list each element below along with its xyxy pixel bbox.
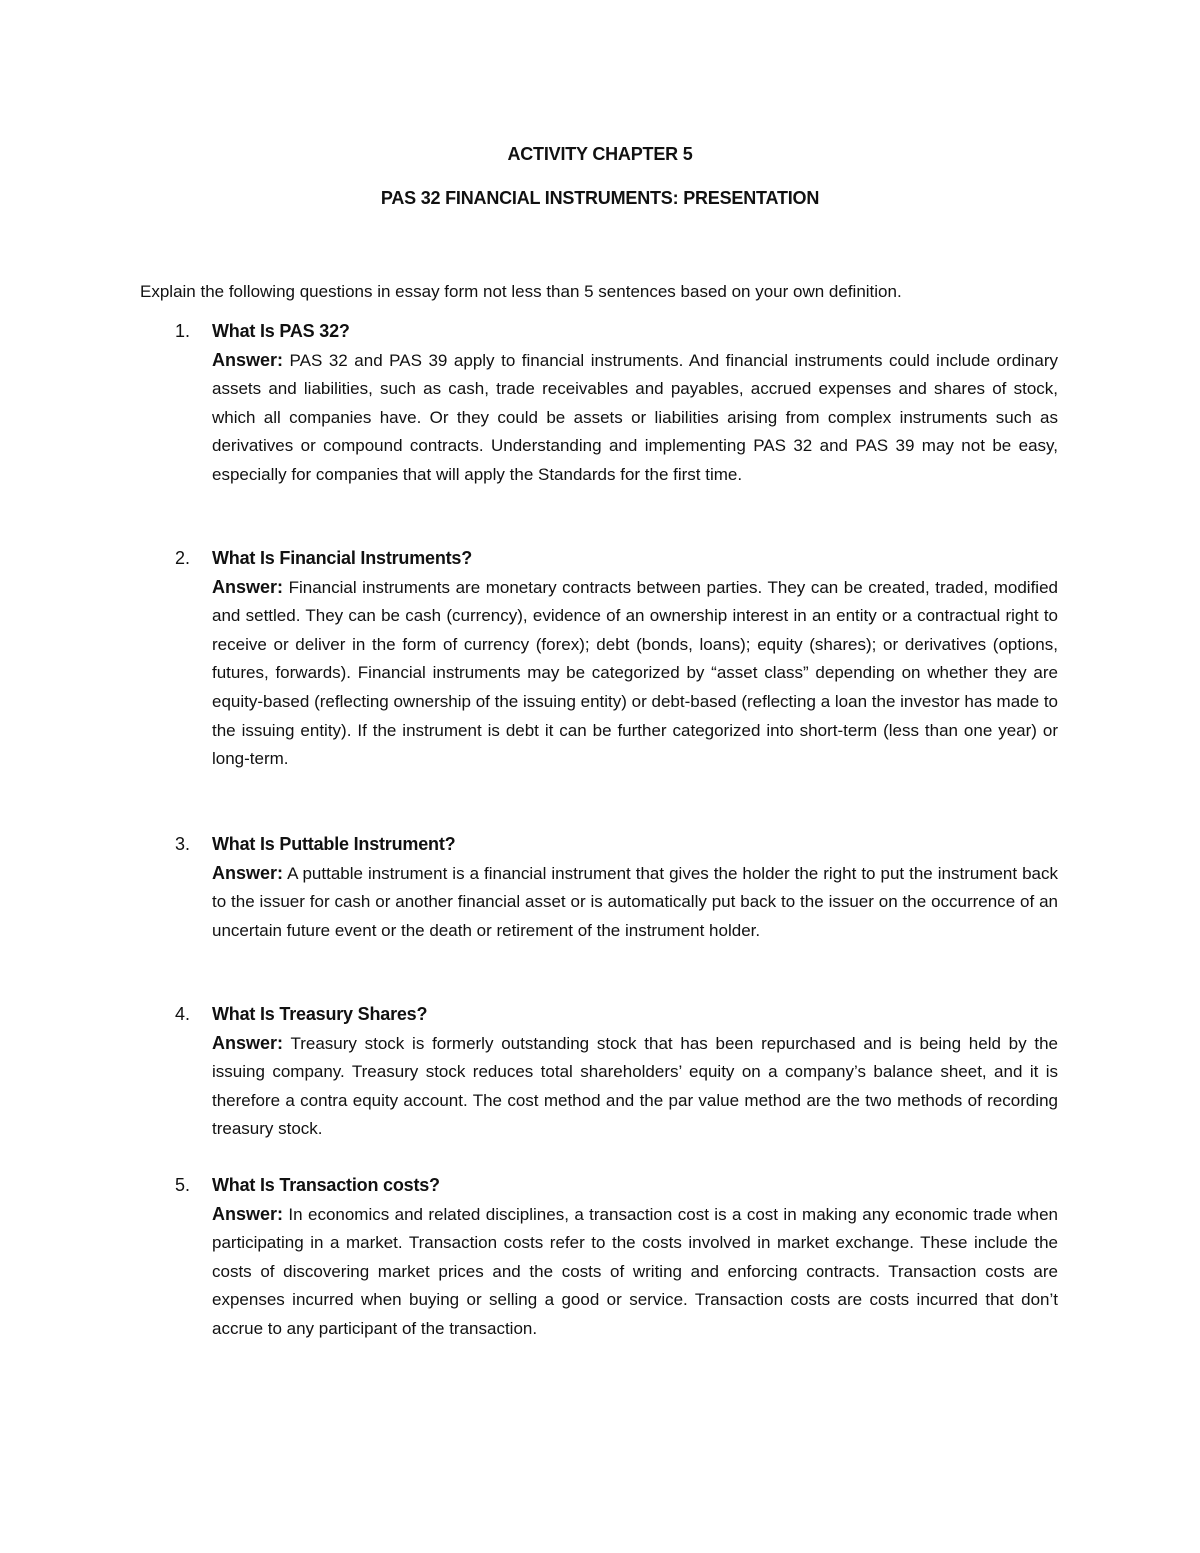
question-item-4 [175,1000,1058,1144]
question-number: 4. [175,1004,191,1024]
answer-text: A puttable instrument is a financial instrument that gives the holder the right to put the instrument back to the issuer for cash or another financial asset or is automatically put back to the issuer on the occurrence of an uncertain future event or the death or retirement of the instrument holder. [212,863,1058,940]
question-number: 2. [175,548,191,568]
question-item-5 [175,1171,1058,1344]
instruction-text: Explain the following questions in essay form not less than 5 sentences based on your own definition. [140,282,902,301]
question-heading: What Is Puttable Instrument? [212,834,456,854]
answer-paragraph [212,346,1058,490]
answer-label: Answer: [212,349,284,370]
answer-label: Answer: [212,1032,284,1053]
question-item-3 [175,830,1058,945]
question-heading: What Is PAS 32? [212,321,350,341]
question-heading: What Is Transaction costs? [212,1175,440,1195]
answer-text: Treasury stock is formerly outstanding stock that has been repurchased and is being held by the issuing company. Treasury stock reduces total shareholders’ equity on a company’s balance sheet, and it is therefore a contra equity account. The cost method and the par value method are the two methods of recording treasury stock. [212,1033,1058,1139]
question-item-2 [175,544,1058,774]
document-subtitle: PAS 32 FINANCIAL INSTRUMENTS: PRESENTATION [380,188,820,208]
question-item-1 [175,317,1058,490]
answer-label: Answer: [212,576,284,597]
answer-paragraph [212,859,1058,946]
answer-label: Answer: [212,862,284,883]
question-heading: What Is Treasury Shares? [212,1004,428,1024]
answer-text: In economics and related disciplines, a transaction cost is a cost in making any economic trade when participating in a market. Transaction costs refer to the costs involved in market exchange. These include the costs of discovering market prices and the costs of writing and enforcing contracts. Transaction costs are expenses incurred when buying or selling a good or service. Transaction costs are costs incurred that don’t accrue to any participant of the transaction. [212,1204,1058,1338]
question-number: 5. [175,1175,191,1195]
answer-paragraph [212,1200,1058,1344]
answer-label: Answer: [212,1203,284,1224]
answer-text: PAS 32 and PAS 39 apply to financial instruments. And financial instruments could include ordinary assets and liabilities, such as cash, trade receivables and payables, accrued expenses and shares of stock, which all companies have. Or they could be assets or liabilities arising from complex instruments such as derivatives or compound contracts. Understanding and implementing PAS 32 and PAS 39 may not be easy, especially for companies that will apply the Standards for the first time. [212,350,1058,484]
document-title: ACTIVITY CHAPTER 5 [507,144,693,164]
answer-text: Financial instruments are monetary contracts between parties. They can be created, traded, modified and settled. They can be cash (currency), evidence of an ownership interest in an entity or a contractual right to receive or deliver in the form of currency (forex); debt (bonds, loans); equity (shares); or derivatives (options, futures, forwards). Financial instruments may be categorized by “asset class” depending on whether they are equity-based (reflecting ownership of the issuing entity) or debt-based (reflecting a loan the investor has made to the issuing entity). If the instrument is debt it can be further categorized into short-term (less than one year) or long-term. [212,577,1058,769]
answer-paragraph [212,573,1058,774]
question-heading: What Is Financial Instruments? [212,548,473,568]
answer-paragraph [212,1029,1058,1144]
question-number: 1. [175,321,191,341]
question-number: 3. [175,834,191,854]
